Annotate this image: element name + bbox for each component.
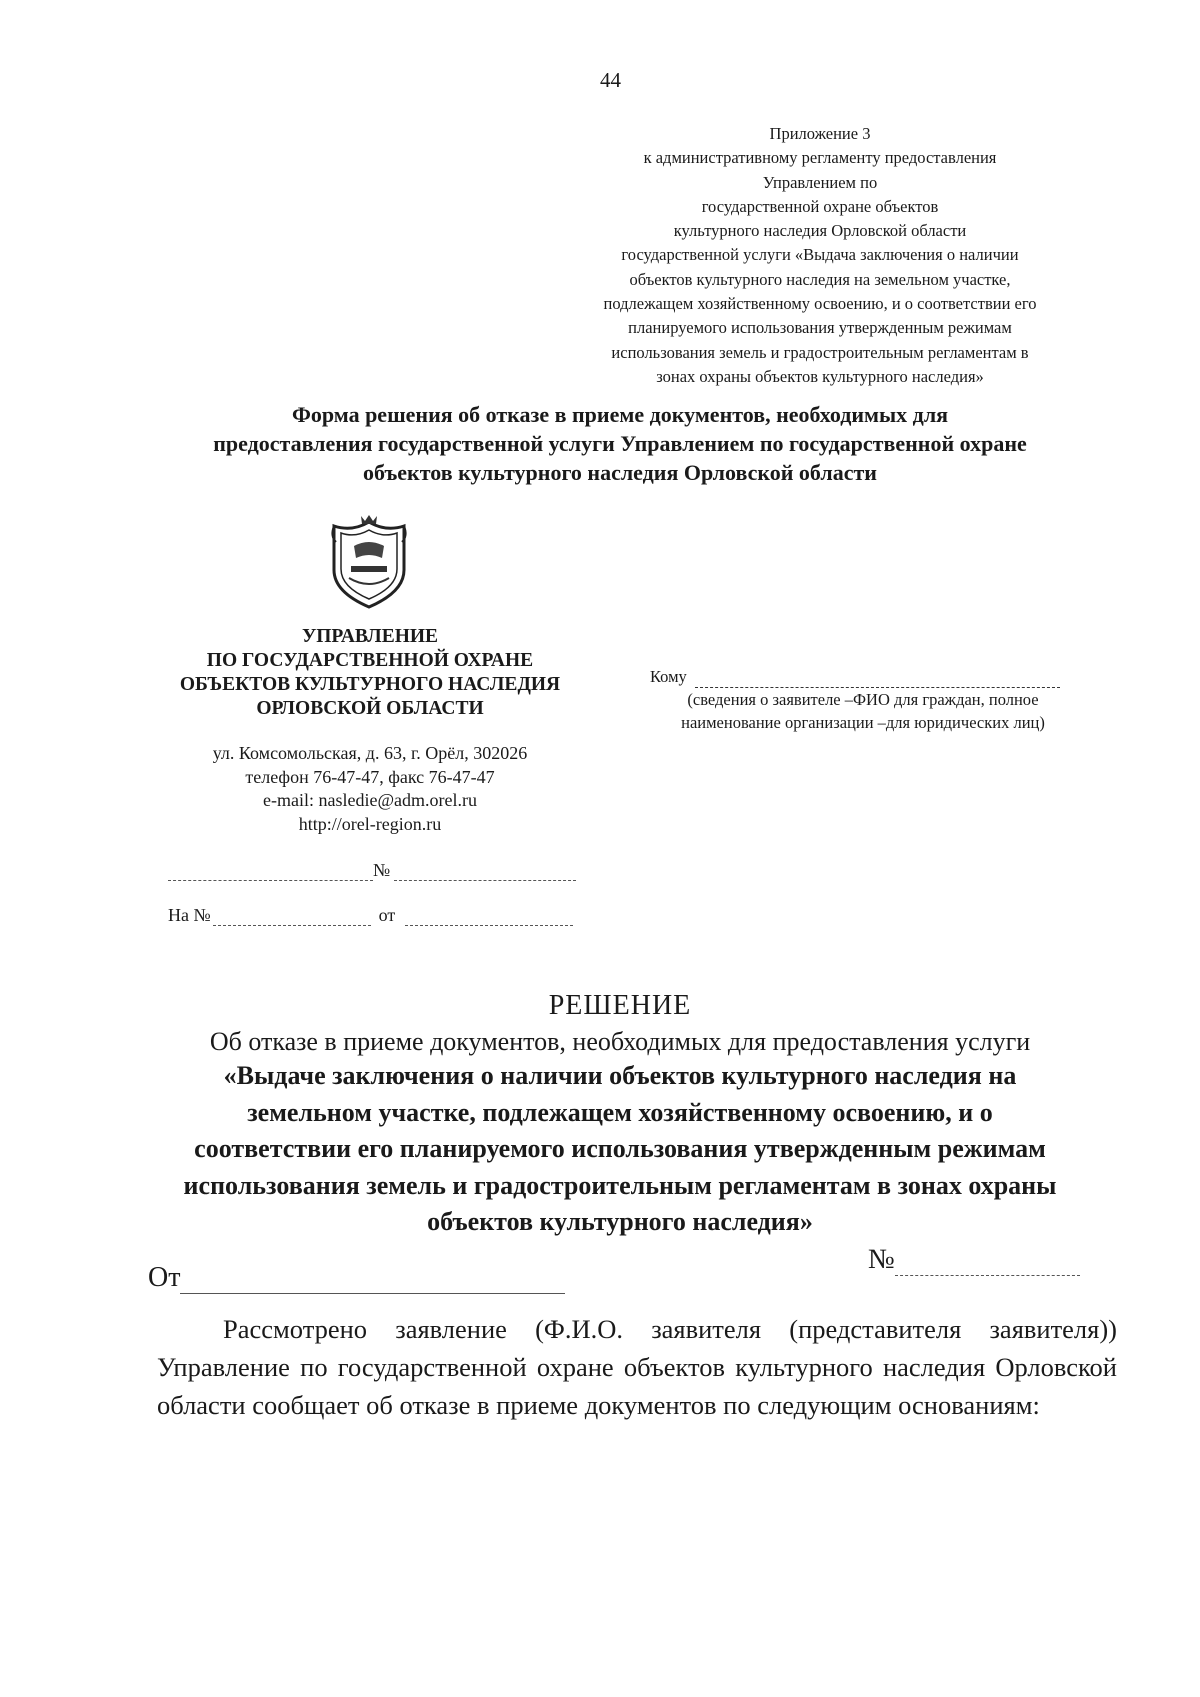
decision-body-text: Рассмотрено заявление (Ф.И.О. заявителя (представителя заявителя)) Управление по государственной охране объектов культурного наследия Орловской области сообщает об отказе в приеме документов по следующим основаниям: — [157, 1314, 1117, 1420]
organization-name-line: ОРЛОВСКОЙ ОБЛАСТИ — [256, 698, 484, 719]
form-title-line: предоставления государственной услуги Управлением по государственной охране — [213, 431, 1027, 456]
service-title — [140, 1058, 1100, 1241]
recipient-note-line: (сведения о заявителе –ФИО для граждан, полное — [687, 690, 1039, 709]
coat-of-arms-icon — [324, 512, 414, 612]
form-title-line: объектов культурного наследия Орловской области — [363, 460, 877, 485]
decision-subtitle: Об отказе в приеме документов, необходимых для предоставления услуги — [209, 1027, 1031, 1056]
outgoing-date-blank — [168, 868, 373, 881]
organization-website: http://orel-region.ru — [298, 813, 442, 834]
decision-heading: РЕШЕНИЕ — [548, 990, 692, 1021]
reply-number-label: На № — [168, 905, 211, 925]
outgoing-number-label: № — [373, 860, 391, 880]
appendix-line: к административному регламенту предоставления — [643, 148, 997, 168]
organization-email: e-mail: nasledie@adm.orel.ru — [263, 790, 477, 810]
reply-number-blank — [213, 913, 371, 926]
service-title-line: объектов культурного наследия» — [427, 1207, 813, 1236]
form-title — [140, 400, 1100, 487]
applicant-from-blank — [180, 1277, 565, 1294]
organization-phone: телефон 76-47-47, факс 76-47-47 — [245, 766, 495, 787]
decision-number-blank — [895, 1259, 1080, 1276]
organization-address: ул. Комсомольская, д. 63, г. Орёл, 302026 — [212, 743, 528, 763]
organization-contacts — [160, 742, 580, 836]
recipient-note-line: наименование организации –для юридических лиц) — [681, 713, 1045, 732]
reply-date-label: от — [378, 905, 396, 925]
organization-name-line: ОБЪЕКТОВ КУЛЬТУРНОГО НАСЛЕДИЯ — [179, 674, 561, 695]
appendix-header — [560, 122, 1080, 389]
recipient-label: Кому — [650, 667, 687, 686]
appendix-line: Управлением по — [762, 172, 878, 192]
organization-name-line: УПРАВЛЕНИЕ — [301, 626, 439, 647]
recipient-blank — [695, 675, 1060, 688]
appendix-line: использования земель и градостроительным регламентам в — [611, 342, 1029, 362]
decision-number-label: № — [868, 1244, 895, 1275]
organization-name-line: ПО ГОСУДАРСТВЕННОЙ ОХРАНЕ — [206, 650, 534, 671]
organization-name — [140, 625, 600, 721]
service-title-line: «Выдаче заключения о наличии объектов культурного наследия на — [223, 1061, 1017, 1090]
appendix-line: планируемого использования утвержденным режимам — [628, 318, 1012, 338]
outgoing-registration-row — [168, 860, 576, 881]
applicant-from-row — [148, 1262, 565, 1294]
service-title-line: использования земель и градостроительным регламентам в зонах охраны — [183, 1170, 1057, 1200]
page-number: 44 — [600, 68, 621, 92]
service-title-line: соответствии его планируемого использования утвержденным режимам — [194, 1134, 1046, 1163]
appendix-line: подлежащем хозяйственному освоению, и о соответствии его — [603, 294, 1037, 314]
appendix-line: объектов культурного наследия на земельном участке, — [629, 269, 1011, 289]
reply-registration-row — [168, 905, 573, 926]
recipient-block — [628, 665, 1098, 734]
appendix-line: зонах охраны объектов культурного наследия» — [656, 366, 984, 386]
decision-number-row — [868, 1244, 1080, 1276]
outgoing-number-blank — [394, 868, 576, 881]
appendix-line: Приложение 3 — [769, 124, 871, 143]
appendix-line: государственной охране объектов — [701, 196, 939, 216]
appendix-line: культурного наследия Орловской области — [673, 221, 967, 241]
decision-body — [157, 1310, 1117, 1424]
appendix-line: государственной услуги «Выдача заключения о наличии — [621, 245, 1019, 265]
service-title-line: земельном участке, подлежащем хозяйственному освоению, и о — [247, 1097, 993, 1127]
reply-date-blank — [405, 913, 573, 926]
applicant-from-label: От — [148, 1262, 181, 1293]
recipient-line — [650, 665, 1098, 688]
form-title-line: Форма решения об отказе в приеме документов, необходимых для — [291, 402, 949, 427]
recipient-note — [628, 688, 1098, 734]
